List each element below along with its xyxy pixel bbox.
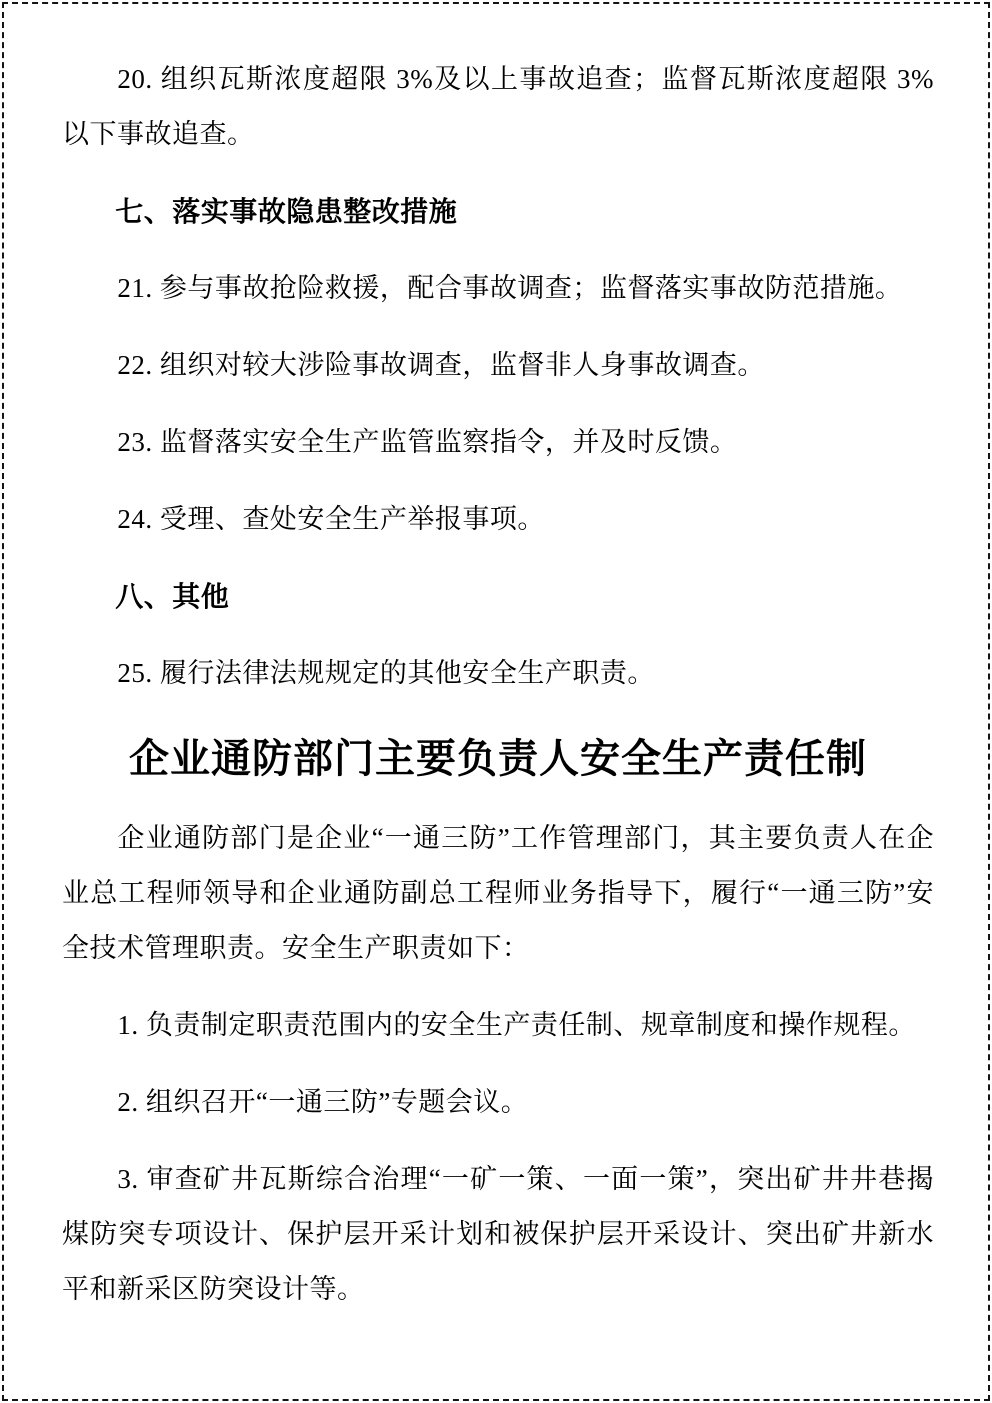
paragraph-item-25: 25. 履行法律法规规定的其他安全生产职责。 (117, 658, 655, 688)
paragraph-item-24: 24. 受理、查处安全生产举报事项。 (117, 504, 545, 534)
document-content (62, 52, 934, 1339)
section-heading-8: 八、其他 (115, 581, 230, 612)
paragraph-item-3: 3. 审查矿井瓦斯综合治理“一矿一策、一面一策”，突出矿井井巷揭煤防突专项设计、保护层开采计划和被保护层开采设计、突出矿井新水平和新采区防突设计等。 (62, 1164, 934, 1304)
section-heading-7: 七、落实事故隐患整改措施 (115, 196, 458, 227)
paragraph-item-1: 1. 负责制定职责范围内的安全生产责任制、规章制度和操作规程。 (117, 1010, 916, 1040)
paragraph-item-21: 21. 参与事故抢险救援，配合事故调查；监督落实事故防范措施。 (117, 273, 903, 303)
paragraph-item-20: 20. 组织瓦斯浓度超限 3%及以上事故追查；监督瓦斯浓度超限 3%以下事故追查。 (62, 64, 934, 149)
paragraph-item-22: 22. 组织对较大涉险事故调查，监督非人身事故调查。 (117, 350, 765, 380)
paragraph-item-23: 23. 监督落实安全生产监管监察指令，并及时反馈。 (117, 427, 738, 457)
document-title: 企业通防部门主要负责人安全生产责任制 (129, 736, 867, 781)
intro-paragraph: 企业通防部门是企业“一通三防”工作管理部门，其主要负责人在企业总工程师领导和企业通防副总工程师业务指导下，履行“一通三防”安全技术管理职责。安全生产职责如下： (62, 823, 934, 963)
paragraph-item-2: 2. 组织召开“一通三防”专题会议。 (117, 1087, 529, 1117)
